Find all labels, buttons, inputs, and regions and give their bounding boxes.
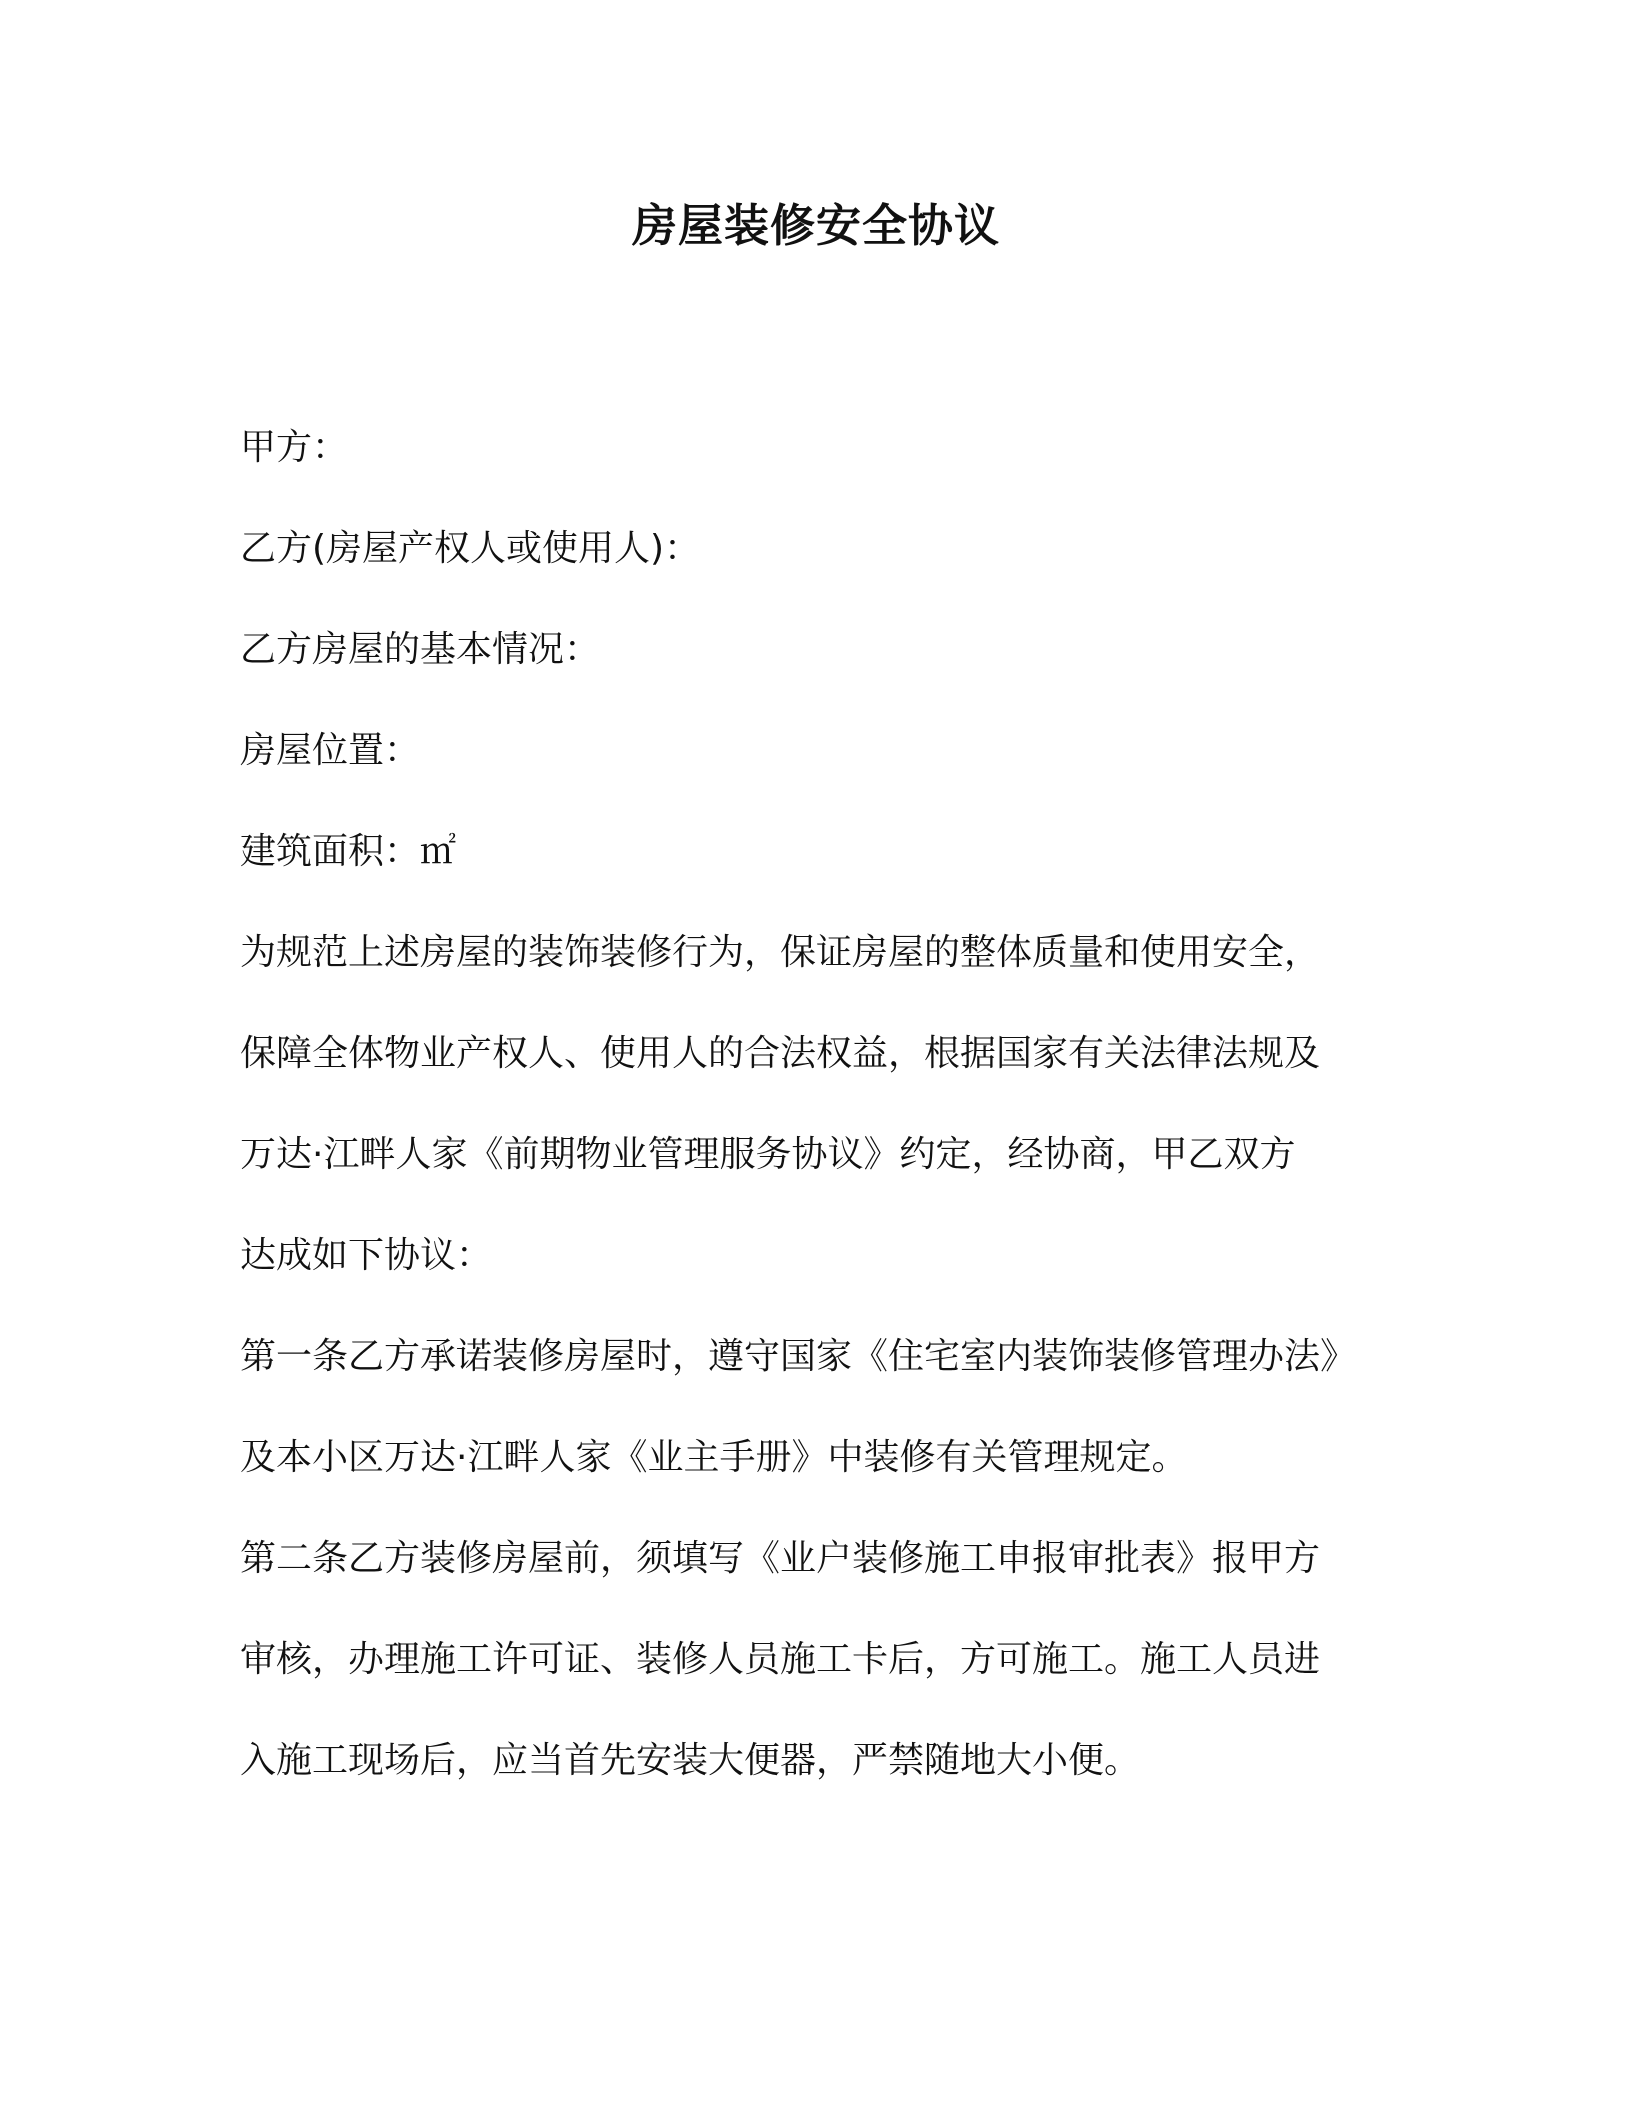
article-2-line-3: 入施工现场后，应当首先安装大便器，严禁随地大小便。: [240, 1740, 1141, 1781]
party-b-line: 乙方(房屋产权人或使用人)：: [240, 528, 701, 569]
building-area-line: 建筑面积：㎡: [240, 831, 457, 872]
article-1-line-1: 第一条乙方承诺装修房屋时，遵守国家《住宅室内装饰装修管理办法》: [240, 1336, 1357, 1377]
document-title: 房屋装修安全协议: [631, 199, 1000, 252]
preamble-line-3: 万达·江畔人家《前期物业管理服务协议》约定，经协商，甲乙双方: [240, 1134, 1296, 1175]
article-2-line-2: 审核，办理施工许可证、装修人员施工卡后，方可施工。施工人员进: [240, 1639, 1321, 1680]
house-location-line: 房屋位置：: [240, 730, 421, 771]
preamble-line-1: 为规范上述房屋的装饰装修行为，保证房屋的整体质量和使用安全，: [240, 932, 1321, 973]
preamble-line-4: 达成如下协议：: [240, 1235, 493, 1276]
party-a-line: 甲方：: [240, 427, 349, 468]
article-2-line-1: 第二条乙方装修房屋前，须填写《业户装修施工申报审批表》报甲方: [240, 1538, 1321, 1579]
document-body: [240, 418, 1420, 1832]
preamble-line-2: 保障全体物业产权人、使用人的合法权益，根据国家有关法律法规及: [240, 1033, 1321, 1074]
house-info-heading: 乙方房屋的基本情况：: [240, 629, 601, 670]
article-1-line-2: 及本小区万达·江畔人家《业主手册》中装修有关管理规定。: [240, 1437, 1188, 1478]
